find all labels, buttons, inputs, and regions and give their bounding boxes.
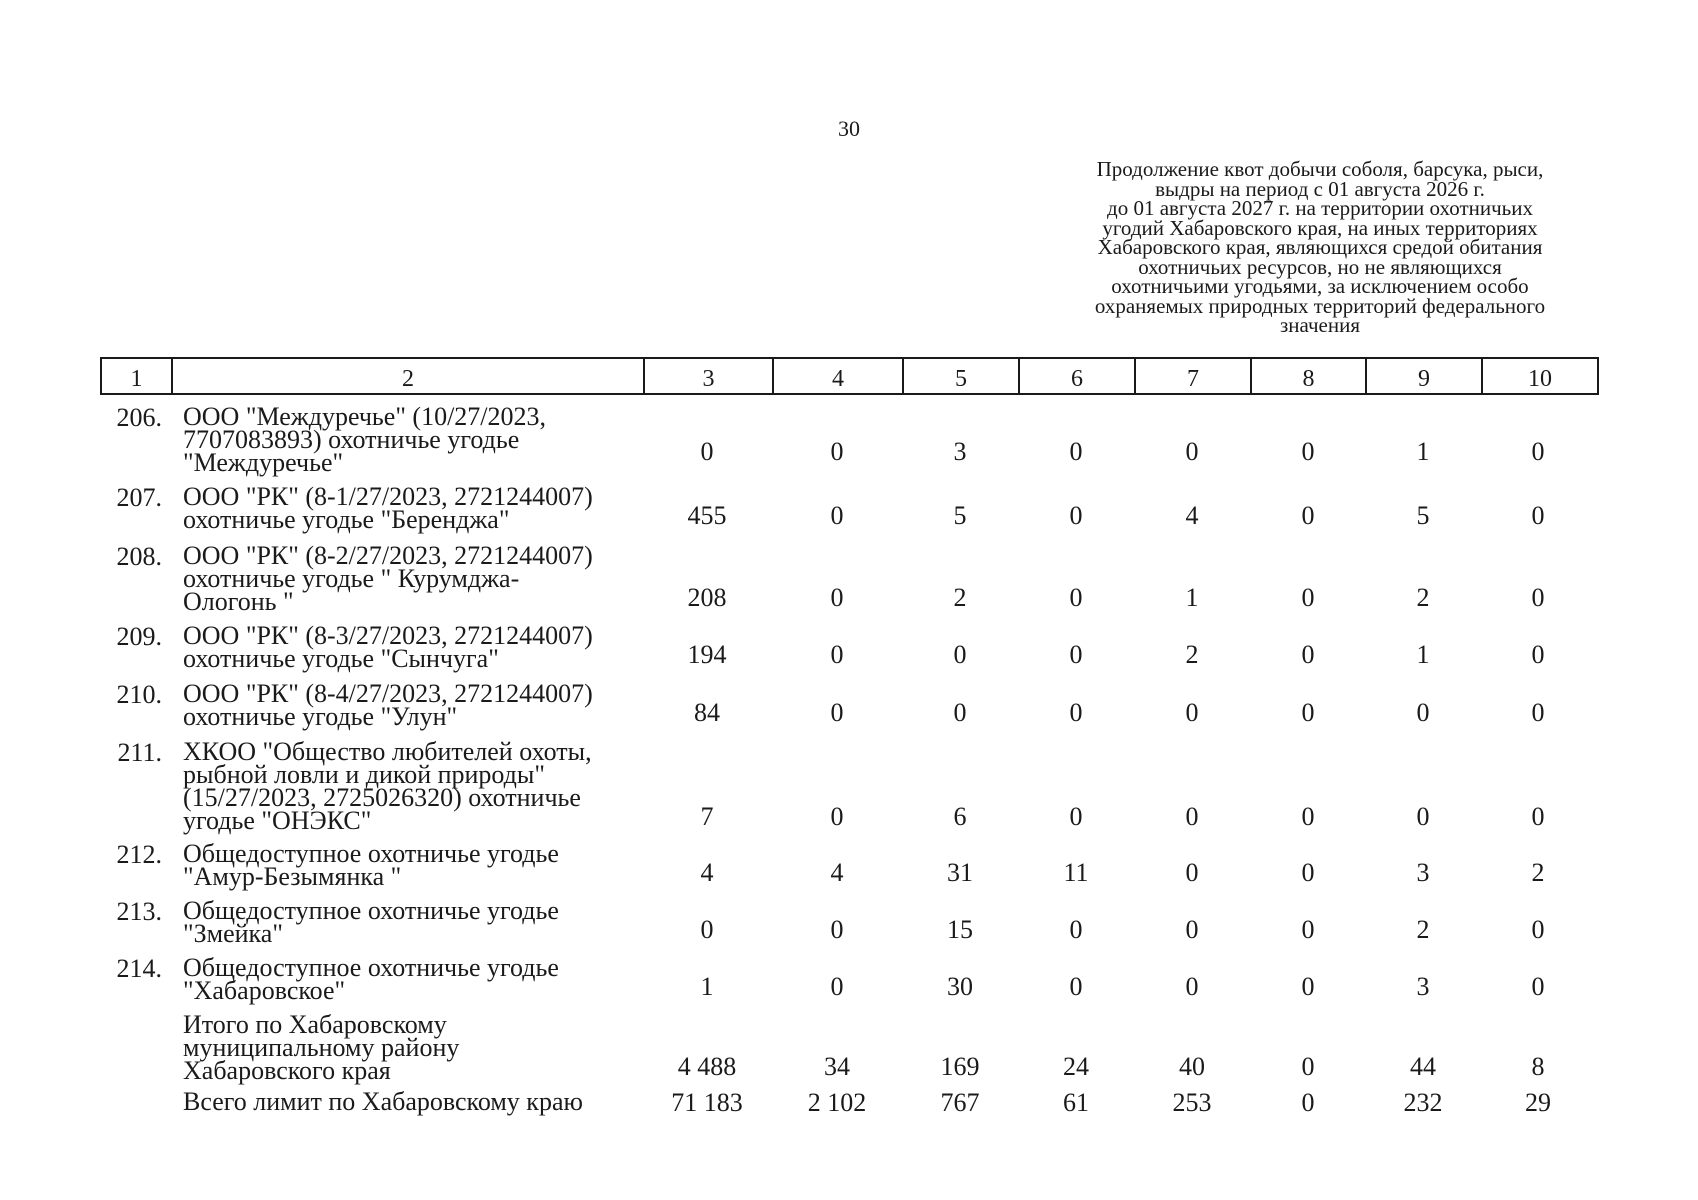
row-value: 0 [1531,972,1545,1001]
row-number: 214. [116,954,162,983]
row-value: 0 [830,437,844,466]
row-name-line: Всего лимит по Хабаровскому краю [183,1087,583,1116]
row-value: 71 183 [671,1088,743,1117]
row-value: 0 [1301,640,1315,669]
row-name-line: 7707083893) охотничье угодье [183,425,520,454]
row-value: 0 [1531,915,1545,944]
row-name [183,621,663,673]
row-name [183,1087,663,1116]
heading-line: охотничьими угодьями, за исключением особо [1111,274,1529,298]
row-value: 169 [940,1052,980,1081]
row-value: 0 [1301,858,1315,887]
row-value: 0 [830,501,844,530]
row-value: 0 [1185,915,1199,944]
column-number: 4 [773,358,903,394]
row-value: 1 [700,972,714,1001]
row-value: 1 [1416,640,1430,669]
row-name-line: охотничье угодье "Улун" [183,702,458,731]
row-value: 0 [1069,437,1083,466]
row-value: 2 [953,583,967,612]
row-value: 767 [940,1088,980,1117]
heading-line: выдры на период с 01 августа 2026 г. [1155,176,1485,201]
row-value: 0 [1069,583,1083,612]
row-value: 0 [830,583,844,612]
row-value: 208 [687,583,727,612]
column-number: 5 [903,358,1019,394]
row-name [183,679,663,731]
row-name [183,541,663,616]
row-value: 8 [1531,1052,1545,1081]
heading-line: Продолжение квот добычи соболя, барсука, рыси, [1096,157,1544,181]
row-value: 5 [953,501,967,530]
row-name-line: Хабаровского края [183,1056,391,1085]
row-value: 0 [1301,1088,1315,1117]
column-number: 2 [172,358,644,394]
row-value: 3 [1416,858,1430,887]
row-number: 213. [116,897,162,926]
row-value: 24 [1063,1052,1089,1081]
row-name [183,402,663,477]
row-value: 44 [1410,1052,1436,1081]
row-value: 2 [1185,640,1199,669]
heading-line: до 01 августа 2027 г. на территории охотничьих [1107,196,1533,220]
row-number: 211. [117,738,162,767]
row-value: 0 [1416,802,1430,831]
column-number: 10 [1482,358,1598,394]
row-value: 0 [1185,972,1199,1001]
heading-line: охотничьих ресурсов, но не являющихся [1138,254,1502,279]
row-number: 210. [116,680,162,709]
row-value: 0 [830,802,844,831]
row-value: 0 [830,972,844,1001]
row-value: 0 [1185,437,1199,466]
row-value: 0 [1301,915,1315,944]
row-value: 0 [1185,698,1199,727]
row-value: 4 [830,858,844,887]
row-value: 0 [1531,802,1545,831]
row-name-line: "Змейка" [183,919,283,948]
row-name-line: ООО "РК" (8-3/27/2023, 2721244007) [183,621,593,650]
row-value: 0 [1069,640,1083,669]
row-value: 84 [694,698,720,727]
heading-line: охраняемых природных территорий федерального [1094,293,1546,318]
row-value: 0 [830,698,844,727]
row-value: 455 [687,501,727,530]
row-value: 253 [1172,1088,1212,1117]
row-number: 208. [116,542,162,571]
row-value: 6 [953,802,967,831]
column-number: 6 [1019,358,1135,394]
row-value: 4 [1185,501,1199,530]
row-name-line: ООО "РК" (8-1/27/2023, 2721244007) [183,482,593,511]
row-value: 29 [1525,1088,1551,1117]
row-name [183,953,663,1005]
row-value: 0 [1069,501,1083,530]
column-number-header [100,357,1599,395]
row-name-line: ООО "РК" (8-4/27/2023, 2721244007) [183,679,593,708]
row-value: 15 [947,915,973,944]
row-name [183,839,663,891]
row-name [183,1010,663,1085]
row-name-line: "Междуречье" [183,448,344,477]
row-value: 0 [1531,583,1545,612]
row-value: 0 [700,437,714,466]
row-value: 0 [1185,858,1199,887]
row-value: 0 [1069,915,1083,944]
row-value: 7 [700,802,714,831]
row-number: 206. [116,403,162,432]
row-value: 0 [1416,698,1430,727]
row-value: 34 [824,1052,850,1081]
column-number: 1 [101,358,172,394]
row-value: 0 [1069,802,1083,831]
row-value: 0 [1301,698,1315,727]
row-value: 0 [1301,583,1315,612]
row-number: 207. [116,483,162,512]
row-value: 0 [1185,802,1199,831]
heading-line: угодий Хабаровского края, на иных территориях [1102,215,1538,240]
row-number: 212. [116,840,162,869]
row-value: 0 [1301,802,1315,831]
row-value: 0 [1531,501,1545,530]
row-value: 0 [1531,698,1545,727]
row-name-line: Ологонь " [183,587,294,616]
row-value: 0 [1301,972,1315,1001]
heading-line: Хабаровского края, являющихся средой обитания [1097,235,1543,259]
row-value: 30 [947,972,973,1001]
row-value: 11 [1063,858,1089,887]
row-value: 2 [1416,583,1430,612]
column-number-row [101,358,1598,394]
row-name-line: Общедоступное охотничье угодье [183,896,559,925]
row-value: 2 [1531,858,1545,887]
row-name-line: ООО "РК" (8-2/27/2023, 2721244007) [183,541,593,570]
row-value: 0 [1531,640,1545,669]
table-heading [1050,157,1590,337]
row-value: 3 [1416,972,1430,1001]
row-name-line: Общедоступное охотничье угодье [183,839,559,868]
row-name-line: (15/27/2023, 2725026320) охотничье [183,783,581,812]
row-value: 0 [953,698,967,727]
row-value: 5 [1416,501,1430,530]
row-value: 2 [1416,915,1430,944]
row-value: 0 [1531,437,1545,466]
row-name-line: ХКОО "Общество любителей охоты, [183,737,592,766]
row-name-line: Итого по Хабаровскому [183,1010,447,1039]
row-value: 232 [1403,1088,1443,1117]
row-name-line: "Хабаровское" [183,976,346,1005]
page-number: 30 [838,116,860,141]
row-value: 4 [700,858,714,887]
row-name-line: Общедоступное охотничье угодье [183,953,559,982]
row-name-line: охотничье угодье "Беренджа" [183,505,510,534]
row-value: 2 102 [807,1088,867,1117]
column-number: 7 [1135,358,1251,394]
row-value: 0 [830,640,844,669]
row-value: 0 [1301,437,1315,466]
row-value: 0 [1069,972,1083,1001]
row-value: 61 [1063,1088,1089,1117]
row-value: 0 [700,915,714,944]
row-name [183,737,663,835]
column-number: 9 [1366,358,1482,394]
row-value: 0 [830,915,844,944]
row-name-line: охотничье угодье " Курумджа- [183,564,520,593]
row-name-line: муниципальному району [183,1033,460,1062]
row-number: 209. [116,622,162,651]
row-name-line: угодье "ОНЭКС" [183,806,372,835]
row-value: 0 [1069,698,1083,727]
row-value: 40 [1179,1052,1205,1081]
row-name [183,896,663,948]
row-name-line: "Амур-Безымянка " [183,862,402,891]
row-name-line: охотничье угодье "Сынчуга" [183,644,499,673]
row-name [183,482,663,534]
row-value: 3 [953,437,967,466]
row-value: 0 [1301,1052,1315,1081]
row-value: 4 488 [677,1052,737,1081]
column-number: 8 [1251,358,1366,394]
row-value: 0 [953,640,967,669]
row-value: 1 [1416,437,1430,466]
heading-line: значения [1279,313,1361,337]
row-value: 194 [687,640,727,669]
row-value: 1 [1185,583,1199,612]
row-value: 31 [947,858,973,887]
row-value: 0 [1301,501,1315,530]
row-name-line: ООО "Междуречье" (10/27/2023, [183,402,547,431]
row-name-line: рыбной ловли и дикой природы" [183,760,545,789]
column-number: 3 [644,358,773,394]
